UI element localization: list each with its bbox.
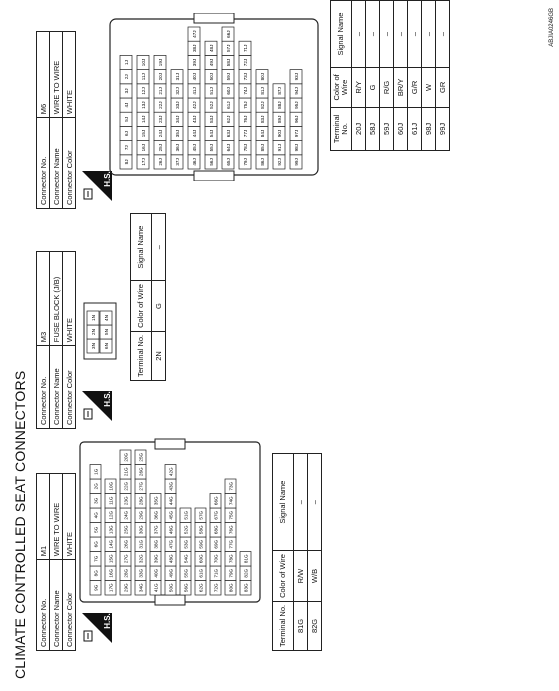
header-color-of-wire: Color of Wire (331, 68, 352, 108)
connector-name: FUSE BLOCK (J/B) (50, 252, 63, 346)
signal-name: – (394, 1, 408, 68)
pin-label: 25J (158, 143, 163, 152)
pin-label: 93J (294, 72, 299, 81)
pin-label: 22J (158, 101, 163, 109)
pin-label: 69G (213, 539, 219, 549)
pin-label: 81J (260, 87, 265, 95)
terminal-no: 98J (422, 107, 436, 150)
pin-label: 59J (226, 72, 231, 81)
connector-color: WHITE (63, 252, 76, 346)
pin-label: 7J (124, 145, 129, 151)
pin-label: 9G (93, 584, 99, 591)
signal-table-m3 (130, 213, 166, 381)
pin-label: 10J (141, 58, 146, 67)
connector-face-m3 (82, 301, 118, 361)
pin-label: 15G (108, 554, 114, 564)
pin-label: 26G (123, 539, 129, 549)
pin-label: 5N (104, 329, 109, 335)
wire-color: R/W (294, 551, 308, 602)
pin-label: 61G (198, 568, 204, 578)
pin-label: 95J (294, 101, 299, 109)
label-connector-color: Connector Color (63, 560, 76, 651)
pin-label: 14J (141, 115, 146, 124)
hs-label: H.S. (103, 391, 112, 407)
pin-label: 37G (153, 525, 159, 535)
connector-name: WIRE TO WIRE (50, 32, 63, 118)
pin-label: 83G (243, 583, 249, 593)
pin-label: 48G (168, 554, 174, 564)
pin-label: 50G (168, 583, 174, 593)
pin-label: 4G (93, 512, 99, 519)
connector-no: M6 (37, 32, 50, 118)
pin-label: 10G (108, 481, 114, 491)
wire-color: BR/Y (394, 68, 408, 108)
pin-label: 53G (183, 539, 189, 549)
pin-label: 60G (198, 554, 204, 564)
pin-label: 51G (183, 510, 189, 520)
pin-label: 6N (104, 343, 109, 349)
pin-label: 48J (209, 44, 214, 53)
header-signal-name: Signal Name (331, 1, 352, 68)
pin-label: 4J (124, 102, 129, 108)
header-color-of-wire: Color of Wire (131, 281, 152, 332)
pin-label: 16J (141, 143, 146, 152)
pin-label: 73G (228, 481, 234, 491)
pin-label: 91J (277, 143, 282, 152)
pin-label: 1J (124, 60, 129, 65)
pin-label: 75G (228, 510, 234, 520)
pin-label: 2G (93, 483, 99, 490)
pin-label: 86J (260, 158, 265, 166)
pin-label: 2N (91, 329, 96, 335)
pin-label: 54J (209, 129, 214, 138)
pin-label: 30G (138, 525, 144, 535)
pin-label: 64J (226, 143, 231, 152)
pin-label: 44J (192, 129, 197, 138)
pin-label: 65J (226, 158, 231, 166)
pin-label: 90J (277, 129, 282, 138)
hs-icon (80, 611, 114, 645)
pin-label: 56G (183, 583, 189, 593)
signal-name: – (380, 1, 394, 68)
pin-label: 44G (168, 496, 174, 506)
pin-label: 8J (124, 159, 129, 165)
pin-label: 74G (228, 496, 234, 506)
pin-label: 47J (192, 30, 197, 38)
pin-label: 26J (158, 158, 163, 166)
table-row (366, 1, 380, 151)
signal-table-m6 (330, 0, 450, 151)
label-connector-color: Connector Color (63, 118, 76, 209)
pin-label: 50J (209, 72, 214, 81)
pin-label: 56J (209, 158, 214, 166)
pin-label: 43G (168, 481, 174, 491)
pin-label: 76G (228, 525, 234, 535)
pin-label: 46J (192, 158, 197, 166)
table-row (422, 1, 436, 151)
pin-label: 40G (153, 568, 159, 578)
terminal-no: 20J (352, 107, 366, 150)
terminal-no: 2N (152, 331, 166, 380)
pin-label: 4N (104, 315, 109, 321)
pin-label: 82J (260, 101, 265, 109)
pin-label: 52J (209, 101, 214, 109)
hs-icon (80, 389, 114, 423)
pin-label: 89J (277, 115, 282, 124)
pin-label: 59G (198, 539, 204, 549)
pin-label: 88J (277, 101, 282, 109)
pin-label: 29G (123, 583, 129, 593)
pin-label: 36G (153, 510, 159, 520)
wire-color: W/B (308, 551, 322, 602)
pin-label: 12J (141, 87, 146, 95)
terminal-no: 60J (394, 107, 408, 150)
pin-label: 34G (138, 583, 144, 593)
terminal-no: 99J (436, 107, 450, 150)
pin-label: 1G (93, 468, 99, 475)
signal-name: – (308, 454, 322, 551)
header-terminal-no: Terminal No. (331, 107, 352, 150)
label-connector-no: Connector No. (37, 560, 50, 651)
pin-label: 11G (108, 496, 114, 505)
pin-label: 15J (141, 129, 146, 138)
wire-color: R/G (380, 68, 394, 108)
label-connector-no: Connector No. (37, 346, 50, 429)
pin-label: 92J (277, 158, 282, 166)
pin-label: 7G (93, 555, 99, 562)
label-connector-name: Connector Name (50, 560, 63, 651)
pin-label: 62J (226, 115, 231, 124)
label-connector-color: Connector Color (63, 346, 76, 429)
pin-label: 8G (93, 570, 99, 577)
pin-label: 16G (108, 568, 114, 578)
connector-name: WIRE TO WIRE (50, 474, 63, 560)
table-row (394, 1, 408, 151)
pin-label: 28G (138, 496, 144, 506)
pin-label: 79J (243, 158, 248, 166)
pin-label: 39G (153, 554, 159, 564)
pin-label: 21G (123, 467, 129, 477)
pin-label: 49G (168, 568, 174, 578)
pin-label: 55J (209, 143, 214, 152)
header-terminal-no: Terminal No. (131, 331, 152, 380)
pin-label: 87J (277, 87, 282, 95)
pin-label: 12G (108, 510, 114, 520)
header-terminal-no: Terminal No. (273, 601, 294, 650)
wire-color: G (152, 281, 166, 332)
pin-label: 68G (213, 525, 219, 535)
pin-label: 71G (213, 568, 219, 578)
pin-label: 46G (168, 525, 174, 535)
pin-label: 3N (91, 343, 96, 349)
pin-label: 53J (209, 115, 214, 124)
pin-label: 72G (213, 583, 219, 593)
pin-label: 45G (168, 510, 174, 520)
pin-label: 42G (168, 467, 174, 477)
pin-label: 37J (175, 158, 180, 166)
pin-label: 49J (209, 58, 214, 67)
pin-label: 6G (93, 541, 99, 548)
pin-label: 61J (226, 101, 231, 109)
terminal-no: 61J (408, 107, 422, 150)
connector-color: WHITE (63, 32, 76, 118)
pin-label: 11J (141, 73, 146, 81)
table-row (408, 1, 422, 151)
wire-color: GR (436, 68, 450, 108)
pin-label: 96J (294, 115, 299, 124)
pin-label: 42J (192, 101, 197, 109)
pin-label: 57J (226, 44, 231, 53)
pin-label: 6J (124, 131, 129, 136)
pin-label: 13G (108, 525, 114, 535)
pin-label: 3J (124, 88, 129, 94)
pin-label: 32J (175, 87, 180, 95)
label-connector-name: Connector Name (50, 346, 63, 429)
pin-label: 35J (175, 129, 180, 138)
pin-label: 20J (158, 72, 163, 81)
signal-name: – (352, 1, 366, 68)
pin-label: 66G (213, 496, 219, 506)
signal-name: – (436, 1, 450, 68)
pin-label: 62G (198, 583, 204, 593)
pin-label: 31J (175, 72, 180, 81)
figure-code: ABJIA0246GB (549, 8, 555, 47)
pin-label: 58G (198, 525, 204, 535)
hs-label: H.S. (103, 171, 112, 187)
pin-label: 63J (226, 129, 231, 138)
pin-label: 57G (198, 510, 204, 520)
page-title: CLIMATE CONTROLLED SEAT CONNECTORS (12, 370, 28, 679)
pin-label: 35G (153, 496, 159, 506)
wire-color: G (366, 68, 380, 108)
hs-label: H.S. (103, 613, 112, 629)
pin-label: 17J (141, 158, 146, 166)
table-row (352, 1, 366, 151)
pin-label: 85J (260, 143, 265, 152)
pin-label: 40J (192, 72, 197, 81)
table-row (152, 214, 166, 381)
pin-label: 39J (192, 58, 197, 67)
pin-label: 84J (260, 129, 265, 138)
pin-label: 81G (243, 554, 249, 564)
signal-name: – (294, 454, 308, 551)
terminal-no: 81G (294, 601, 308, 650)
pin-label: 23J (158, 115, 163, 124)
terminal-no: 59J (380, 107, 394, 150)
signal-table-m1 (272, 453, 322, 651)
pin-label: 23G (123, 496, 129, 506)
pin-label: 71J (243, 44, 248, 53)
terminal-no: 58J (366, 107, 380, 150)
pin-label: 17G (108, 583, 114, 593)
signal-name: – (152, 214, 166, 281)
pin-label: 83J (260, 115, 265, 124)
pin-label: 21J (158, 87, 163, 95)
pin-label: 20G (123, 452, 129, 462)
connector-color: WHITE (63, 474, 76, 560)
pin-label: 70G (213, 554, 219, 564)
terminal-no: 82G (308, 601, 322, 650)
pin-label: 99J (294, 158, 299, 166)
signal-name: – (422, 1, 436, 68)
pin-label: 28G (123, 568, 129, 578)
header-signal-name: Signal Name (273, 454, 294, 551)
pin-label: 67G (213, 510, 219, 520)
pin-label: 80J (260, 72, 265, 81)
pin-label: 1N (91, 315, 96, 321)
pin-label: 34J (175, 115, 180, 124)
pin-label: 55G (183, 568, 189, 578)
header-signal-name: Signal Name (131, 214, 152, 281)
header-color-of-wire: Color of Wire (273, 551, 294, 602)
pin-label: 31G (138, 539, 144, 549)
pin-label: 77G (228, 539, 234, 549)
pin-label: 78G (228, 554, 234, 564)
pin-label: 2J (124, 74, 129, 80)
label-connector-name: Connector Name (50, 118, 63, 209)
connector-no: M3 (37, 252, 50, 346)
pin-label: 38G (153, 539, 159, 549)
pin-label: 74J (243, 87, 248, 95)
signal-name: – (408, 1, 422, 68)
connector-info-m3 (36, 251, 76, 429)
pin-label: 76J (243, 115, 248, 124)
wire-color: W (422, 68, 436, 108)
pin-label: 94J (294, 87, 299, 95)
pin-label: 41G (153, 583, 159, 593)
pin-label: 26G (138, 467, 144, 477)
pin-label: 97J (294, 129, 299, 138)
connector-no: M1 (37, 474, 50, 560)
pin-label: 27G (123, 554, 129, 564)
table-row (380, 1, 394, 151)
pin-label: 13J (141, 101, 146, 109)
pin-label: 60J (226, 87, 231, 95)
pin-label: 24G (123, 510, 129, 520)
pin-label: 36J (175, 143, 180, 152)
connector-face-m6 (104, 13, 324, 181)
pin-label: 25G (138, 452, 144, 462)
signal-name: – (366, 1, 380, 68)
pin-label: 51J (209, 87, 214, 95)
pin-label: 32G (138, 554, 144, 564)
pin-label: 73J (243, 72, 248, 81)
connector-info-m6 (36, 31, 76, 209)
pin-label: 3G (93, 497, 99, 504)
pin-label: 82G (243, 568, 249, 578)
pin-label: 25G (123, 525, 129, 535)
pin-label: 98J (294, 143, 299, 152)
connector-face-m1 (70, 437, 270, 607)
pin-label: 58J (226, 58, 231, 67)
pin-label: 45J (192, 143, 197, 152)
pin-label: 54G (183, 554, 189, 564)
pin-label: 80G (228, 583, 234, 593)
pin-label: 5J (124, 116, 129, 122)
table-row (308, 454, 322, 651)
pin-label: 27G (138, 481, 144, 491)
pin-label: 66J (226, 30, 231, 38)
pin-label: 79G (228, 568, 234, 578)
wire-color: R/Y (352, 68, 366, 108)
pin-label: 72J (243, 58, 248, 67)
pin-label: 78J (243, 143, 248, 152)
table-row (436, 1, 450, 151)
pin-label: 52G (183, 525, 189, 535)
pin-label: 41J (192, 87, 197, 95)
table-row (294, 454, 308, 651)
pin-label: 29G (138, 510, 144, 520)
pin-label: 14G (108, 539, 114, 549)
pin-label: 75J (243, 101, 248, 109)
pin-label: 5G (93, 526, 99, 533)
pin-label: 24J (158, 129, 163, 138)
pin-label: 47G (168, 539, 174, 549)
wire-color: G/R (408, 68, 422, 108)
label-connector-no: Connector No. (37, 118, 50, 209)
pin-label: 22G (123, 481, 129, 491)
pin-label: 77J (243, 129, 248, 138)
pin-label: 33G (138, 568, 144, 578)
pin-label: 33J (175, 101, 180, 109)
pin-label: 43J (192, 115, 197, 124)
pin-label: 19J (158, 58, 163, 67)
pin-label: 38J (192, 44, 197, 53)
